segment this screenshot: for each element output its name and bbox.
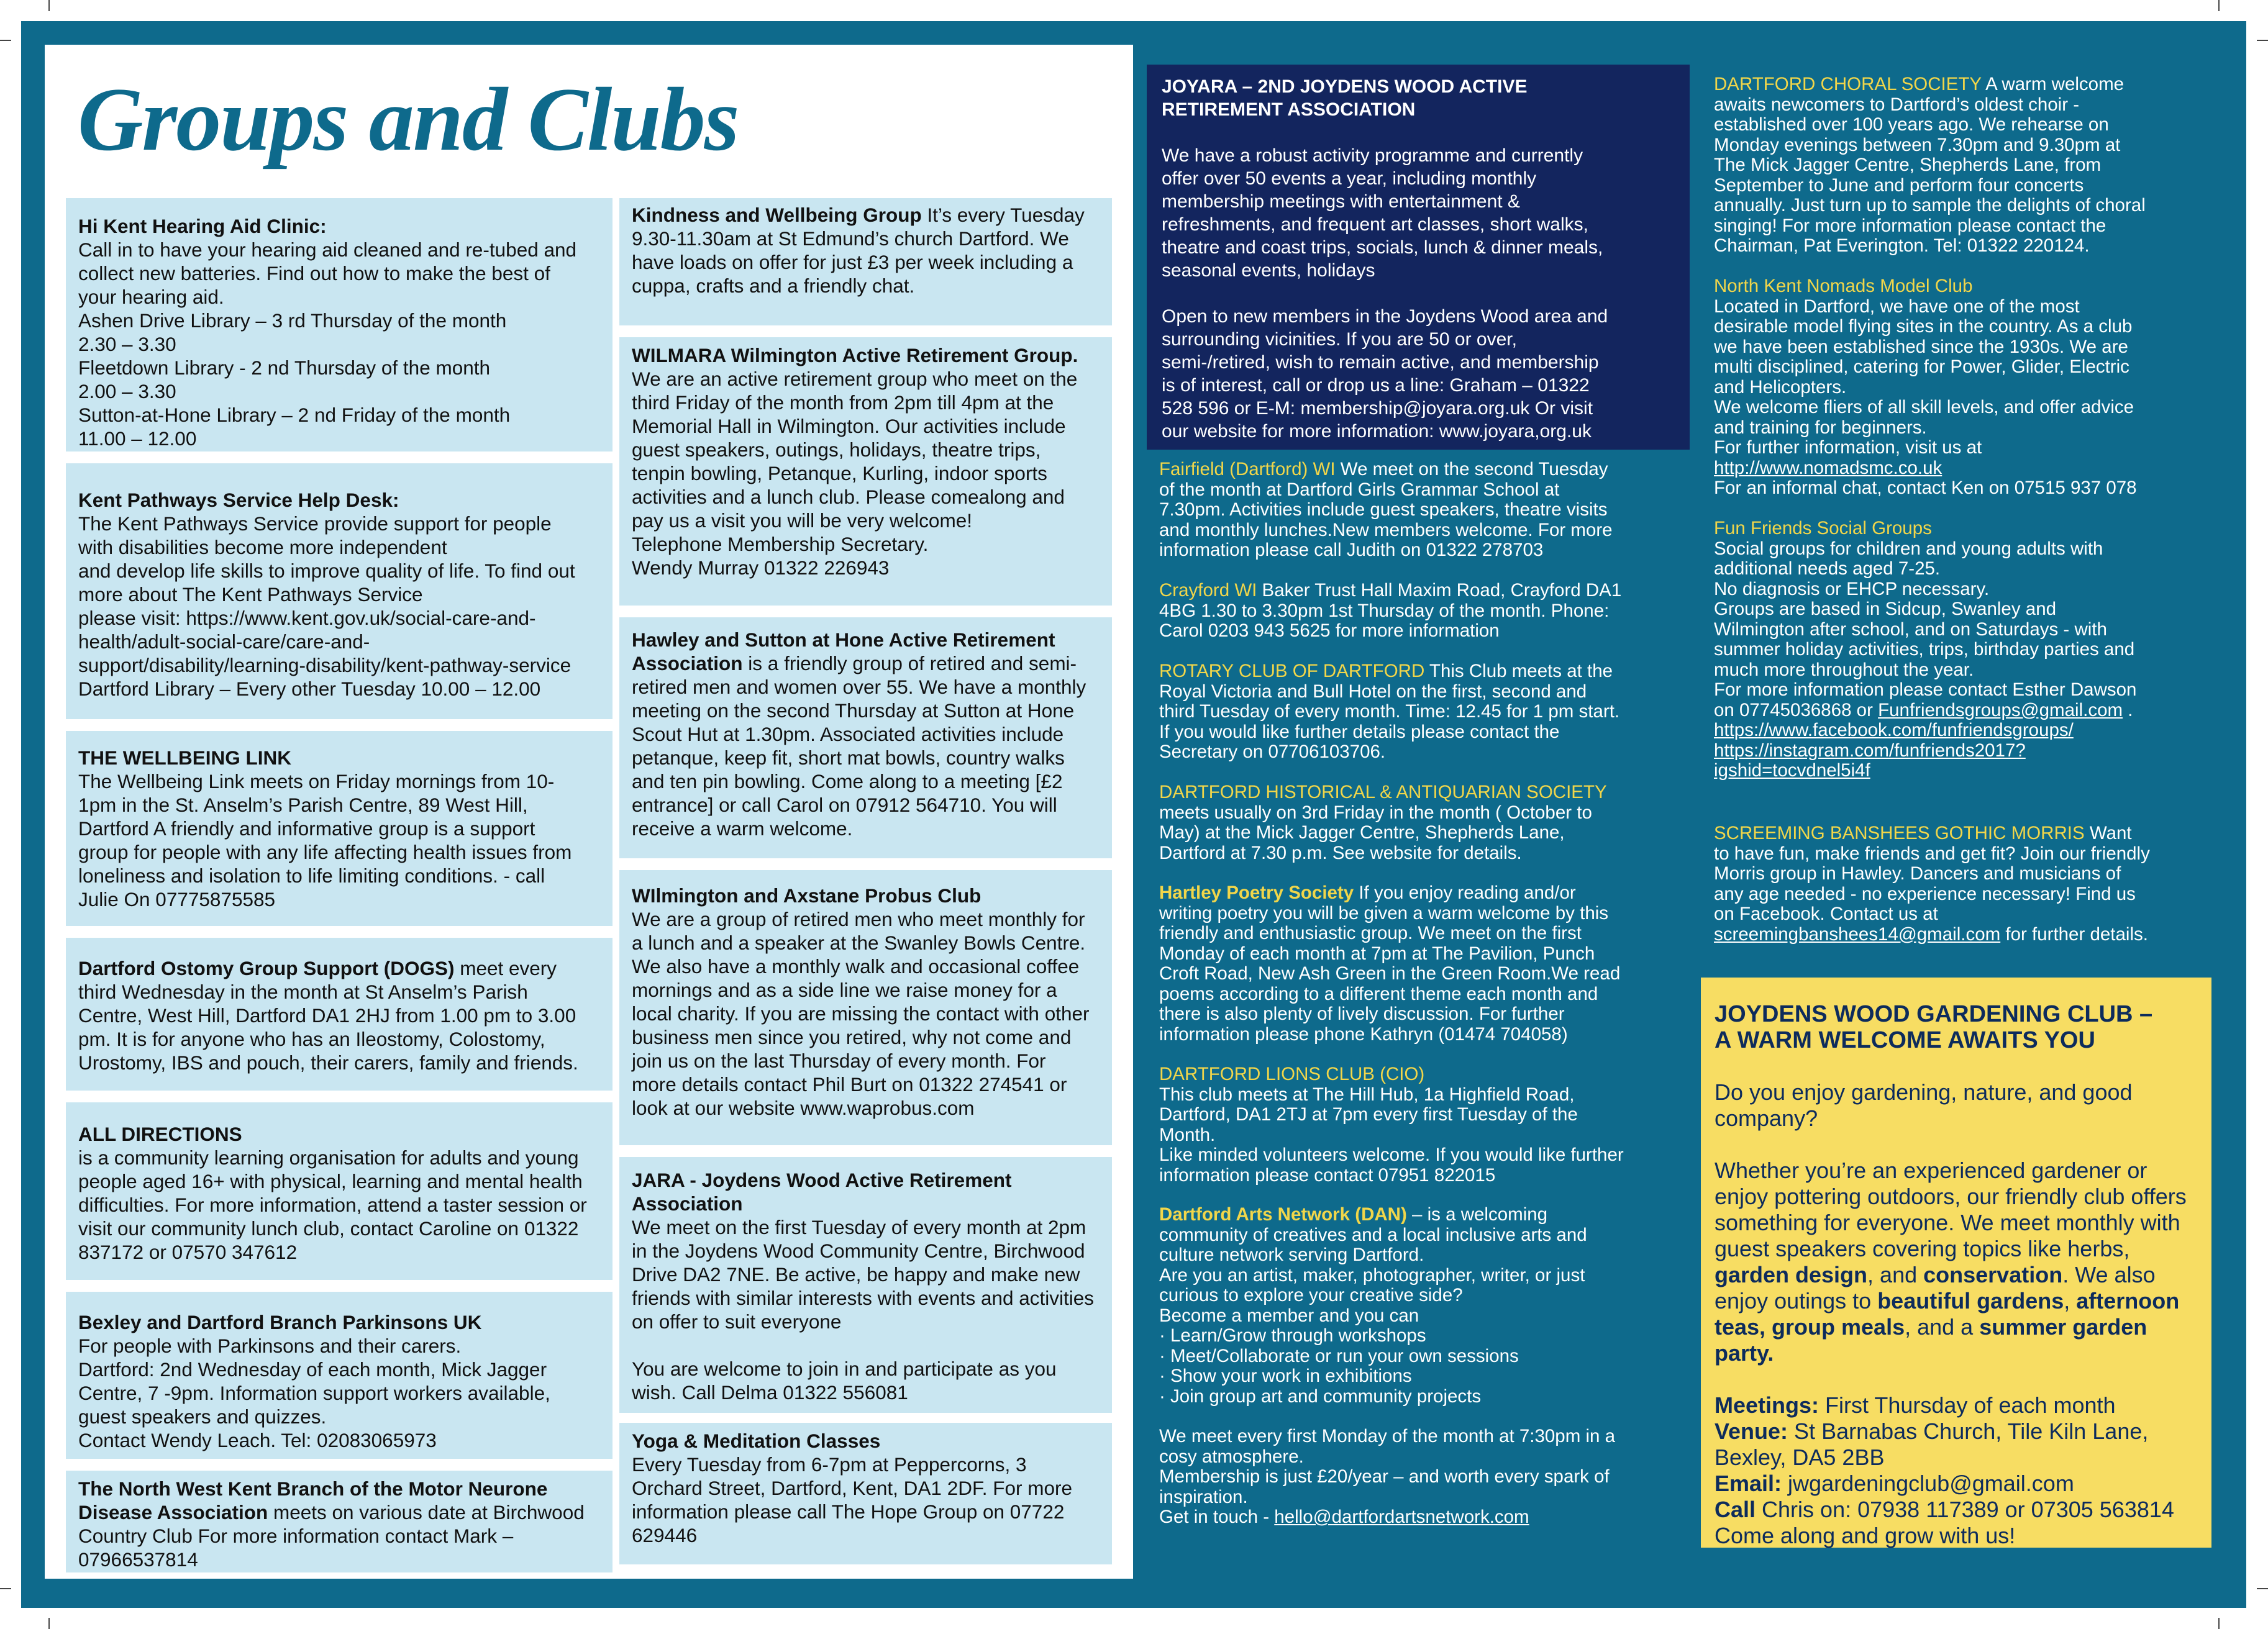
card-text: meet every <box>454 957 557 979</box>
card-line: 9.30-11.30am at St Edmund’s church Dartford. We <box>632 227 1069 250</box>
card-line: Contact Wendy Leach. Tel: 02083065973 <box>78 1429 437 1451</box>
card-title: WIlmington and Axstane Probus Club <box>632 884 981 907</box>
entry-title: Fairfield (Dartford) WI <box>1159 459 1336 479</box>
card-line: Orchard Street, Dartford, Kent, DA1 2DF. For more <box>632 1477 1072 1499</box>
entry-text: If you enjoy reading and/or <box>1354 883 1576 903</box>
card-line: petanque, keep fit, short mat bowls, country walks <box>632 746 1065 769</box>
crop-mark <box>2257 40 2268 41</box>
entry-line: · Show your work in exhibitions <box>1159 1366 1412 1386</box>
entry-text: – is a welcoming <box>1406 1204 1548 1225</box>
entry-line: Are you an artist, maker, photographer, writer, or just <box>1159 1264 1585 1286</box>
venue-label: Venue: <box>1715 1418 1788 1444</box>
wilmara-card <box>619 337 1112 606</box>
card-line: Wendy Murray 01322 226943 <box>632 556 890 579</box>
entry-line: September to June and perform four concerts <box>1714 175 2084 196</box>
entry-line <box>1159 883 1681 904</box>
card-line: and develop life skills to improve quality of life. To find out <box>78 560 575 582</box>
entry-title: DARTFORD CHORAL SOCIETY <box>1714 74 1982 94</box>
card-line: Centre, 7 -9pm. Information support workers available, <box>78 1382 550 1404</box>
instagram-link[interactable]: https://instagram.com/funfriends2017? <box>1714 740 2026 761</box>
entry-line: Chairman, Pat Everington. Tel: 01322 220124. <box>1714 235 2090 256</box>
card-line: Telephone Membership Secretary. <box>632 533 929 555</box>
entry-line: Secretary on 07706103706. <box>1159 742 1386 762</box>
venue-value: St Barnabas Church, Tile Kiln Lane, Bexley, DA5 2BB <box>1715 1418 2149 1470</box>
panel-bold: garden design <box>1715 1262 1868 1287</box>
card-line: 837172 or 07570 347612 <box>78 1241 298 1263</box>
entry-line: information please call Judith on 01322 278703 <box>1159 540 1544 560</box>
panel-text: , and a <box>1905 1314 1980 1340</box>
card-line: 07966537814 <box>78 1548 198 1571</box>
card-title: JARA - Joydens Wood Active Retirement <box>632 1169 1012 1191</box>
entry-title: DARTFORD HISTORICAL & ANTIQUARIAN SOCIETY <box>1159 782 1607 802</box>
card-line: group for people with any life affecting health issues from <box>78 841 572 863</box>
entry-title: Dartford Arts Network (DAN) <box>1159 1204 1407 1225</box>
entry-line: summer holiday activities, trips, birthday parties and <box>1714 639 2135 660</box>
nomads-website-link[interactable]: http://www.nomadsmc.co.uk <box>1714 457 1942 478</box>
page-title: Groups and Clubs <box>78 69 739 170</box>
card-title: Disease Association <box>78 1501 268 1523</box>
entry-title: North Kent Nomads Model Club <box>1714 276 1973 296</box>
card-line: collect new batteries. Find out how to make the best of <box>78 262 550 284</box>
panel-line: 528 596 or E-M: membership@joyara.org.uk Or visit <box>1162 398 1593 419</box>
card-line: more details contact Phil Burt on 01322 274541 or <box>632 1073 1067 1096</box>
card-line: loneliness and isolation to life limiting conditions. - call <box>78 864 545 887</box>
card-title: ALL DIRECTIONS <box>78 1123 242 1145</box>
card-line: visit our community lunch club, contact Caroline on 01322 <box>78 1217 579 1240</box>
entry-line: additional needs aged 7-25. <box>1714 558 1941 579</box>
card-line: please visit: https://www.kent.gov.uk/social-care-and- <box>78 607 536 629</box>
card-title: Association <box>632 652 743 674</box>
entry-line: annually. Just turn up to sample the delights of choral <box>1714 195 2146 216</box>
card-line: Country Club For more information contact Mark – <box>78 1525 514 1547</box>
entry-line: · Meet/Collaborate or run your own sessions <box>1159 1345 1519 1366</box>
entry-line: Membership is just £20/year – and worth every spark of <box>1159 1466 1610 1487</box>
panel-title: RETIREMENT ASSOCIATION <box>1162 99 1416 120</box>
card-line: tenpin bowling, Petanque, Kurling, indoor sports <box>632 462 1047 484</box>
card-line: in the Joydens Wood Community Centre, Birchwood <box>632 1240 1085 1262</box>
entry-text: A warm welcome <box>1981 74 2125 94</box>
gardening-club-panel <box>1701 978 2211 1548</box>
panel-line: We have a robust activity programme and currently <box>1162 145 1583 166</box>
panel-text: , <box>2064 1288 2070 1314</box>
arts-network-entry <box>1159 1205 1681 1528</box>
facebook-link[interactable]: https://www.facebook.com/funfriendsgroups/ <box>1714 720 2074 740</box>
card-line: join us on the last Thursday of every month. For <box>632 1050 1046 1072</box>
historical-society-entry <box>1159 783 1681 863</box>
entry-line: to have fun, make friends and get fit? Join our friendly <box>1714 843 2150 864</box>
panel-line: Whether you’re an experienced gardener or enjoy pottering outdoors, our friendly club offers <box>1715 1158 2187 1209</box>
card-line: We also have a monthly walk and occasional coffee <box>632 955 1080 978</box>
panel-line: is of interest, call or drop us a line: Graham – 01322 <box>1162 375 1590 396</box>
entry-line: Royal Victoria and Bull Hotel on the first, second and <box>1159 681 1587 702</box>
entry-title: Hartley Poetry Society <box>1159 883 1354 903</box>
entry-line: Groups are based in Sidcup, Swanley and <box>1714 599 2057 619</box>
entry-line <box>1714 701 2211 721</box>
panel-line <box>1715 1210 2198 1366</box>
entry-title: Fun Friends Social Groups <box>1714 518 1932 538</box>
entry-line: we have been established since the 1930s. We are <box>1714 336 2128 357</box>
card-line: Memorial Hall in Wilmington. Our activities include <box>632 415 1066 437</box>
entry-title: DARTFORD LIONS CLUB (CIO) <box>1159 1064 1425 1084</box>
panel-line: semi-/retired, wish to remain active, and membership <box>1162 352 1599 373</box>
card-title: Kindness and Wellbeing Group <box>632 204 922 226</box>
entry-line <box>1159 661 1681 682</box>
parkinsons-card <box>66 1292 613 1459</box>
crayford-wi-entry <box>1159 581 1681 642</box>
entry-line: poems according to a different theme each month and <box>1159 983 1598 1004</box>
crop-mark <box>48 0 50 11</box>
panel-bold: afternoon teas, group meals <box>1715 1288 2180 1340</box>
entry-line: We welcome fliers of all skill levels, and offer advice <box>1714 397 2134 417</box>
entry-line: The Mick Jagger Centre, Shepherds Lane, from <box>1714 155 2102 175</box>
card-line: local charity. If you are missing the contact with other <box>632 1002 1090 1025</box>
panel-title: A WARM WELCOME AWAITS YOU <box>1715 1027 2095 1053</box>
entry-line: friendly and enthusiastic group. We meet on the first <box>1159 923 1582 943</box>
panel-bold: conservation <box>1923 1262 2063 1287</box>
card-text: meets on various date at Birchwood <box>268 1501 585 1523</box>
panel-line: seasonal events, holidays <box>1162 260 1375 281</box>
entry-line <box>1159 1205 1681 1225</box>
wellbeing-link-card <box>66 731 613 926</box>
entry-line: Dartford at 7.30 p.m. See website for details. <box>1159 842 1522 863</box>
entry-title: ROTARY CLUB OF DARTFORD <box>1159 661 1425 681</box>
card-line: guest speakers and quizzes. <box>78 1405 327 1428</box>
entry-line: much more throughout the year. <box>1714 659 1974 680</box>
card-line: business men since you retired, why not come and <box>632 1026 1072 1048</box>
rotary-club-entry <box>1159 661 1681 763</box>
choral-society-entry <box>1714 75 2211 256</box>
fun-friends-entry <box>1714 519 2211 781</box>
card-line: wish. Call Delma 01322 556081 <box>632 1381 908 1404</box>
entry-text: Baker Trust Hall Maxim Road, Crayford DA1 <box>1257 580 1622 601</box>
card-line: The Wellbeing Link meets on Friday mornings from 10- <box>78 770 555 792</box>
card-title: WILMARA Wilmington Active Retirement Group. <box>632 344 1078 366</box>
entry-line: Monday evenings between 7.30pm and 9.30pm at <box>1714 134 2121 155</box>
card-line: Dartford A friendly and informative group is a support <box>78 817 535 840</box>
card-line: 1pm in the St. Anselm’s Parish Centre, 89 West Hill, <box>78 794 528 816</box>
card-line: cuppa, crafts and a friendly chat. <box>632 275 915 297</box>
entry-text: for further details. <box>2000 923 2148 945</box>
entry-line <box>1159 1507 1681 1528</box>
entry-line: 4BG 1.30 to 3.30pm 1st Thursday of the month. Phone: <box>1159 600 1610 621</box>
card-line: Dartford Library – Every other Tuesday 10.00 – 12.00 <box>78 678 541 700</box>
card-line <box>78 956 600 980</box>
fairfield-wi-entry <box>1159 460 1681 561</box>
card-line: Centre, West Hill, Dartford DA1 2HJ from 1.00 pm to 3.00 <box>78 1004 576 1027</box>
card-line: pm. It is for anyone who has an Ileostomy, Colostomy, <box>78 1028 545 1050</box>
entry-line <box>1714 824 2211 844</box>
card-title: The North West Kent Branch of the Motor Neurone <box>78 1477 548 1500</box>
entry-line: Morris group in Hawley. Dancers and musicians of <box>1714 863 2121 884</box>
card-text: is a friendly group of retired and semi- <box>742 652 1077 674</box>
card-line: mornings and as a side line we raise money for a <box>632 979 1057 1001</box>
panel-title: JOYARA – 2ND JOYDENS WOOD ACTIVE <box>1162 76 1528 97</box>
card-line: meeting on the second Thursday at Sutton at Hone <box>632 699 1075 722</box>
entry-line: writing poetry you will be given a warm welcome by this <box>1159 902 1609 923</box>
panel-line <box>1715 1392 2198 1418</box>
card-line: Fleetdown Library - 2 nd Thursday of the month <box>78 356 491 379</box>
entry-line: This club meets at The Hill Hub, 1a Highfield Road, <box>1159 1084 1575 1105</box>
entry-title: SCREEMING BANSHEES GOTHIC MORRIS <box>1714 823 2085 843</box>
entry-line: and monthly lunches.New members welcome. For more <box>1159 519 1613 540</box>
panel-line: refreshments, and frequent art classes, short walks, <box>1162 214 1588 235</box>
card-line: 629446 <box>632 1524 698 1546</box>
entry-text: Want <box>2084 823 2132 843</box>
card-line: Dartford: 2nd Wednesday of each month, Mick Jagger <box>78 1358 547 1381</box>
card-line: on offer to suit everyone <box>632 1310 842 1333</box>
entry-line: No diagnosis or EHCP necessary. <box>1714 578 1990 599</box>
entry-line: on Facebook. Contact us at <box>1714 904 1938 924</box>
card-line: retired men and women over 55. We have a monthly <box>632 676 1086 698</box>
card-title: THE WELLBEING LINK <box>78 746 291 769</box>
entry-line: inspiration. <box>1159 1486 1248 1507</box>
entry-line: culture network serving Dartford. <box>1159 1245 1424 1265</box>
crop-mark <box>2218 1618 2220 1629</box>
entry-line <box>1714 925 2211 945</box>
card-line: a lunch and a speaker at the Swanley Bowls Centre. <box>632 932 1086 954</box>
entry-line: information please phone Kathryn (01474 704058) <box>1159 1023 1568 1045</box>
card-line: pay us a visit you will be very welcome! <box>632 509 972 532</box>
card-line: Scout Hut at 1.30pm. Associated activities include <box>632 723 1064 745</box>
card-title: Hi Kent Hearing Aid Clinic: <box>78 215 327 237</box>
entry-title: Crayford WI <box>1159 580 1257 601</box>
probus-club-card <box>619 870 1112 1145</box>
card-line: information please call The Hope Group on 07722 <box>632 1500 1065 1523</box>
panel-line <box>1715 1418 2198 1471</box>
joyara-panel <box>1147 65 1690 450</box>
panel-text: . We also enjoy outings to <box>1715 1262 2156 1314</box>
entry-line: Wilmington after school, and on Saturdays - with <box>1714 619 2107 640</box>
card-title: Yoga & Meditation Classes <box>632 1430 881 1452</box>
entry-line: Located in Dartford, we have one of the most <box>1714 296 2080 317</box>
panel-closing: Come along and grow with us! <box>1715 1523 2016 1548</box>
fun-friends-email-link[interactable]: Funfriendsgroups@gmail.com <box>1878 699 2123 720</box>
entry-line: Social groups for children and young adults with <box>1714 538 2103 559</box>
entry-line: Become a member and you can <box>1159 1305 1419 1326</box>
crop-mark <box>0 1588 11 1589</box>
arts-email-link[interactable]: hello@dartfordartsnetwork.com <box>1274 1507 1529 1527</box>
entry-line <box>1714 75 2211 95</box>
entry-line: awaits newcomers to Dartford’s oldest choir - <box>1714 94 2080 115</box>
entry-line: desirable model flying sites in the country. As a club <box>1714 316 2133 337</box>
card-line: We meet on the first Tuesday of every month at 2pm <box>632 1216 1086 1238</box>
entry-text: We meet on the second Tuesday <box>1335 459 1608 479</box>
entry-line: 7.30pm. Activities include guest speakers, theatre visits <box>1159 499 1608 520</box>
card-line: third Wednesday in the month at St Anselm’s Parish <box>78 981 528 1003</box>
card-title: Kent Pathways Service Help Desk: <box>78 489 399 511</box>
card-line: with disabilities become more independent <box>78 536 447 558</box>
panel-title: JOYDENS WOOD GARDENING CLUB – <box>1715 1001 2153 1027</box>
card-line: You are welcome to join in and participate as you <box>632 1358 1057 1380</box>
entry-line: of the month at Dartford Girls Grammar School at <box>1159 479 1560 500</box>
entry-line: multi disciplined, catering for Power, Glider, Electric <box>1714 356 2129 377</box>
poetry-society-entry <box>1159 883 1681 1045</box>
kindness-wellbeing-card <box>619 198 1112 325</box>
entry-text: Get in touch - <box>1159 1507 1275 1527</box>
panel-bold: summer garden party. <box>1715 1314 2147 1366</box>
card-line: your hearing aid. <box>78 286 224 308</box>
card-line: difficulties. For more information, attend a taster session or <box>78 1194 587 1216</box>
entry-text: This Club meets at the <box>1424 661 1613 681</box>
card-line: have loads on offer for just £3 per week including a <box>632 251 1073 273</box>
card-title: Hawley and Sutton at Hone Active Retirement <box>632 628 1055 651</box>
banshees-morris-entry <box>1714 824 2211 945</box>
banshees-email-link[interactable]: screemingbanshees14@gmail.com <box>1714 923 2001 945</box>
card-title: Bexley and Dartford Branch Parkinsons UK <box>78 1311 482 1333</box>
entry-line: there is also plenty of lively discussion. For further <box>1159 1004 1565 1024</box>
panel-line: offer over 50 events a year, including monthly <box>1162 168 1537 189</box>
card-line: Julie On 07775875585 <box>78 888 276 910</box>
card-line <box>632 651 1100 675</box>
entry-line: Like minded volunteers welcome. If you would like further <box>1159 1145 1624 1165</box>
hearing-clinic-card <box>66 198 613 451</box>
call-label: Call <box>1715 1497 1756 1522</box>
card-line: We are an active retirement group who meet on the <box>632 368 1078 390</box>
card-line <box>632 203 1100 227</box>
card-title: Association <box>632 1192 743 1215</box>
card-line: is a community learning organisation for adults and young <box>78 1146 579 1169</box>
panel-line: theatre and coast trips, socials, lunch & dinner meals, <box>1162 237 1603 258</box>
meetings-label: Meetings: <box>1715 1392 1819 1418</box>
card-line: Sutton-at-Hone Library – 2 nd Friday of the month <box>78 404 511 426</box>
card-line: receive a warm welcome. <box>632 817 853 840</box>
all-directions-card <box>66 1102 613 1280</box>
entry-line <box>1159 460 1681 480</box>
entry-line: For an informal chat, contact Ken on 07515 937 078 <box>1714 478 2137 498</box>
entry-line: Dartford, DA1 2TJ at 7pm every first Tuesday of the <box>1159 1104 1578 1125</box>
motor-neurone-card <box>66 1471 613 1572</box>
card-line: We are a group of retired men who meet monthly for <box>632 908 1085 930</box>
card-line: Ashen Drive Library – 3 rd Thursday of the month <box>78 309 507 332</box>
crop-mark <box>2218 0 2220 11</box>
card-text: It’s every Tuesday <box>921 204 1085 226</box>
card-line: Every Tuesday from 6-7pm at Peppercorns, 3 <box>632 1453 1027 1476</box>
entry-line: singing! For more information please contact the <box>1714 215 2106 236</box>
entry-line: If you would like further details please contact the <box>1159 721 1560 742</box>
card-line <box>78 1500 600 1524</box>
entry-line: information please contact 07951 822015 <box>1159 1164 1496 1186</box>
card-line: activities and a lunch club. Please comealong and <box>632 486 1065 508</box>
email-label: Email: <box>1715 1471 1782 1496</box>
crop-mark <box>2257 1588 2268 1589</box>
card-line: The Kent Pathways Service provide support for people <box>78 512 552 535</box>
card-line: Call in to have your hearing aid cleaned and re-tubed and <box>78 238 577 261</box>
instagram-link-cont[interactable]: igshid=tocvdnel5i4f <box>1714 760 1870 781</box>
entry-line: We meet every first Monday of the month at 7:30pm in a <box>1159 1426 1616 1446</box>
card-line: 2.30 – 3.30 <box>78 333 176 355</box>
panel-line <box>1715 1497 2198 1523</box>
card-title: Dartford Ostomy Group Support (DOGS) <box>78 957 455 979</box>
entry-line: any age needed - no experience necessary! Find us <box>1714 883 2136 904</box>
panel-line: Open to new members in the Joydens Wood area and <box>1162 306 1608 327</box>
card-line: more about The Kent Pathways Service <box>78 583 423 606</box>
call-value: Chris on: 07938 117389 or 07305 563814 <box>1756 1497 2174 1522</box>
entry-line: For more information please contact Esther Dawson <box>1714 679 2137 700</box>
entry-line: Carol 0203 943 5625 for more information <box>1159 620 1500 641</box>
card-line: look at our website www.waprobus.com <box>632 1097 975 1119</box>
entry-line: May) at the Mick Jagger Centre, Shepherds Lane, <box>1159 822 1565 843</box>
panel-line: surrounding vicinities. If you are 50 or over, <box>1162 329 1517 350</box>
card-line: guest speakers, outings, holidays, theatre trips, <box>632 438 1041 461</box>
entry-line: community of creatives and a local inclusive arts and <box>1159 1224 1587 1245</box>
panel-line: Do you enjoy gardening, nature, and good company? <box>1715 1079 2133 1131</box>
card-line: health/adult-social-care/care-and- <box>78 630 370 653</box>
entry-line: established over 100 years ago. We rehearse on <box>1714 114 2109 135</box>
entry-text: on 07745036868 or <box>1714 699 1879 720</box>
card-line: and ten pin bowling. Come along to a meeting [£2 <box>632 770 1063 792</box>
lions-club-entry <box>1159 1064 1681 1186</box>
panel-text: , and <box>1867 1262 1924 1287</box>
gardening-email[interactable]: jwgardeningclub@gmail.com <box>1782 1471 2074 1496</box>
entry-line: · Learn/Grow through workshops <box>1159 1325 1426 1346</box>
nomads-model-club-entry <box>1714 276 2211 499</box>
meetings-value: First Thursday of each month <box>1819 1392 2116 1418</box>
entry-text: . <box>2123 699 2133 720</box>
panel-text: something for everyone. We meet monthly with guest speakers covering topics like herbs, <box>1715 1210 2180 1261</box>
yoga-card <box>619 1423 1112 1564</box>
entry-line: third Tuesday of every month. Time: 12.45 for 1 pm start. <box>1159 701 1620 722</box>
hawley-sutton-card <box>619 617 1112 858</box>
entry-line: and Helicopters. <box>1714 376 1847 397</box>
crop-mark <box>0 40 11 41</box>
entry-line: Month. <box>1159 1124 1216 1145</box>
crop-mark <box>48 1618 50 1629</box>
entry-line: curious to explore your creative side? <box>1159 1285 1463 1305</box>
card-line: third Friday of the month from 2pm till 4pm at the <box>632 391 1054 414</box>
entry-line: For further information, visit us at <box>1714 437 1982 458</box>
card-line: friends with similar interests with events and activities <box>632 1287 1095 1309</box>
card-line: Urostomy, IBS and pouch, their carers, family and friends. <box>78 1051 578 1074</box>
kent-pathways-card <box>66 463 613 719</box>
entry-line: Monday of each month at 7pm at The Pavilion, Punch <box>1159 943 1595 964</box>
entry-line: and training for beginners. <box>1714 417 1927 438</box>
entry-line: meets usually on 3rd Friday in the month ( October to <box>1159 802 1592 823</box>
card-line: entrance] or call Carol on 07912 564710. You will <box>632 794 1057 816</box>
card-line: For people with Parkinsons and their carers. <box>78 1335 462 1357</box>
entry-line <box>1159 581 1681 601</box>
card-line: 2.00 – 3.30 <box>78 380 176 402</box>
card-line: Drive DA2 7NE. Be active, be happy and make new <box>632 1263 1080 1286</box>
panel-line: our website for more information: www.joyara,org.uk <box>1162 421 1592 442</box>
card-line: 11.00 – 12.00 <box>78 427 197 450</box>
card-line: people aged 16+ with physical, learning and mental health <box>78 1170 583 1192</box>
panel-bold: beautiful gardens <box>1877 1288 2064 1314</box>
entry-line: Croft Road, New Ash Green in the Green Room.We read <box>1159 963 1621 984</box>
entry-line: · Join group art and community projects <box>1159 1386 1482 1407</box>
card-line: support/disability/learning-disability/kent-pathway-service <box>78 654 572 676</box>
entry-line: cosy atmosphere. <box>1159 1446 1304 1467</box>
jara-card <box>619 1157 1112 1413</box>
panel-line <box>1715 1471 2198 1497</box>
ostomy-group-card <box>66 938 613 1091</box>
panel-line: membership meetings with entertainment & <box>1162 191 1520 212</box>
